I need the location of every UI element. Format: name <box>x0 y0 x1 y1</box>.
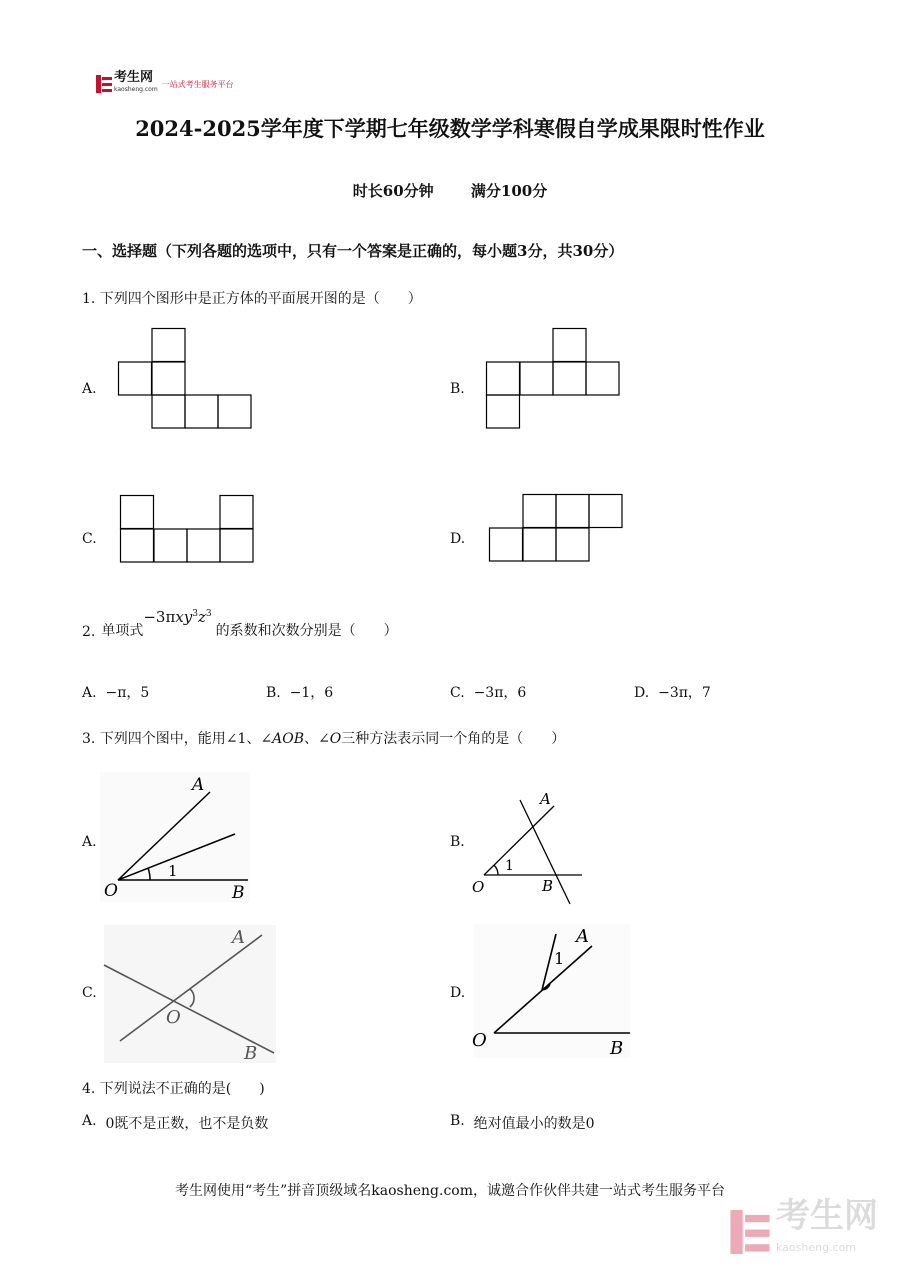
page-footer: 考生网使用“考生”拼音顶级域名kaosheng.com，诚邀合作伙伴共建一站式考生服务平台 <box>174 1183 726 1199</box>
full-score: 满分100分 <box>470 182 548 200</box>
fig-d-point-o: O <box>472 1030 487 1051</box>
q4-option-b: B. 绝对值最小的数是0 <box>450 1113 595 1132</box>
q3-figure-b <box>470 788 590 908</box>
q1-figure-b <box>486 328 622 430</box>
q3-label-a: A. <box>82 834 97 850</box>
watermark: 考生网 kaosheng.com <box>730 1200 878 1264</box>
q3-stem: 3. 下列四个图中，能用∠1、∠AOB、∠O三种方法表示同一个角的是（ ） <box>82 731 566 747</box>
fig-c-point-b: B <box>244 1043 258 1064</box>
q2-stem: 2. 单项式 $-3\pi xy^3z^3$ 的系数和次数分别是（ ） <box>82 608 398 640</box>
q3-figure-d <box>470 922 635 1062</box>
duration: 时长60分钟 <box>352 182 434 200</box>
q1-label-d: D. <box>450 531 466 547</box>
watermark-logo-icon <box>730 1210 770 1254</box>
q1-figure-d <box>489 494 625 564</box>
q1-label-c: C. <box>82 531 97 547</box>
fig-c-point-o: O <box>166 1007 181 1028</box>
q3-label-b: B. <box>450 834 465 850</box>
fig-b-point-o: O <box>472 878 485 896</box>
logo-slogan: 一站式考生服务平台 <box>161 79 234 89</box>
exam-info <box>0 180 900 201</box>
q1-label-a: A. <box>82 381 97 397</box>
fig-d-point-b: B <box>610 1038 624 1059</box>
q2-option-c: C. −3π，6 <box>450 685 527 701</box>
fig-b-point-b: B <box>542 877 554 895</box>
logo-text: 考生网 kaosheng.com <box>114 72 158 96</box>
section-heading: 一、选择题（下列各题的选项中，只有一个答案是正确的，每小题3分，共30分） <box>82 242 624 260</box>
q4-option-a: A. 0既不是正数，也不是负数 <box>82 1113 269 1132</box>
page-title: 2024-2025学年度下学期七年级数学学科寒假自学成果限时性作业 <box>135 116 765 141</box>
q1-label-b: B. <box>450 381 465 397</box>
header-logo <box>96 72 234 96</box>
fig-b-angle-mark: 1 <box>505 858 514 874</box>
fig-a-angle-mark: 1 <box>168 862 178 880</box>
q4-stem: 4. 下列说法不正确的是( ) <box>82 1081 265 1097</box>
logo-domain: kaosheng.com <box>114 86 158 93</box>
q2-option-b: B. −1，6 <box>266 685 334 701</box>
q1-figure-c <box>120 495 256 565</box>
q1-stem: 1. 下列四个图形中是正方体的平面展开图的是（ ） <box>82 291 422 307</box>
logo-mark-icon <box>96 75 112 93</box>
q2-option-a: A. −π，5 <box>82 685 150 701</box>
fig-a-point-a: A <box>192 775 205 795</box>
fig-d-point-a: A <box>576 926 589 947</box>
fig-b-point-a: A <box>540 790 551 808</box>
q3-figure-c <box>104 925 280 1065</box>
q3-label-d: D. <box>450 985 466 1001</box>
fig-c-point-a: A <box>232 927 245 948</box>
q1-figure-a <box>118 328 254 430</box>
q3-label-c: C. <box>82 985 97 1001</box>
fig-a-point-o: O <box>104 881 118 901</box>
q2-option-d: D. −3π，7 <box>634 685 711 701</box>
q2-monomial: $-3\pi xy^3z^3$ <box>143 608 212 626</box>
q3-figure-a <box>100 772 260 904</box>
fig-d-angle-mark: 1 <box>554 949 565 968</box>
fig-a-point-b: B <box>232 883 245 903</box>
